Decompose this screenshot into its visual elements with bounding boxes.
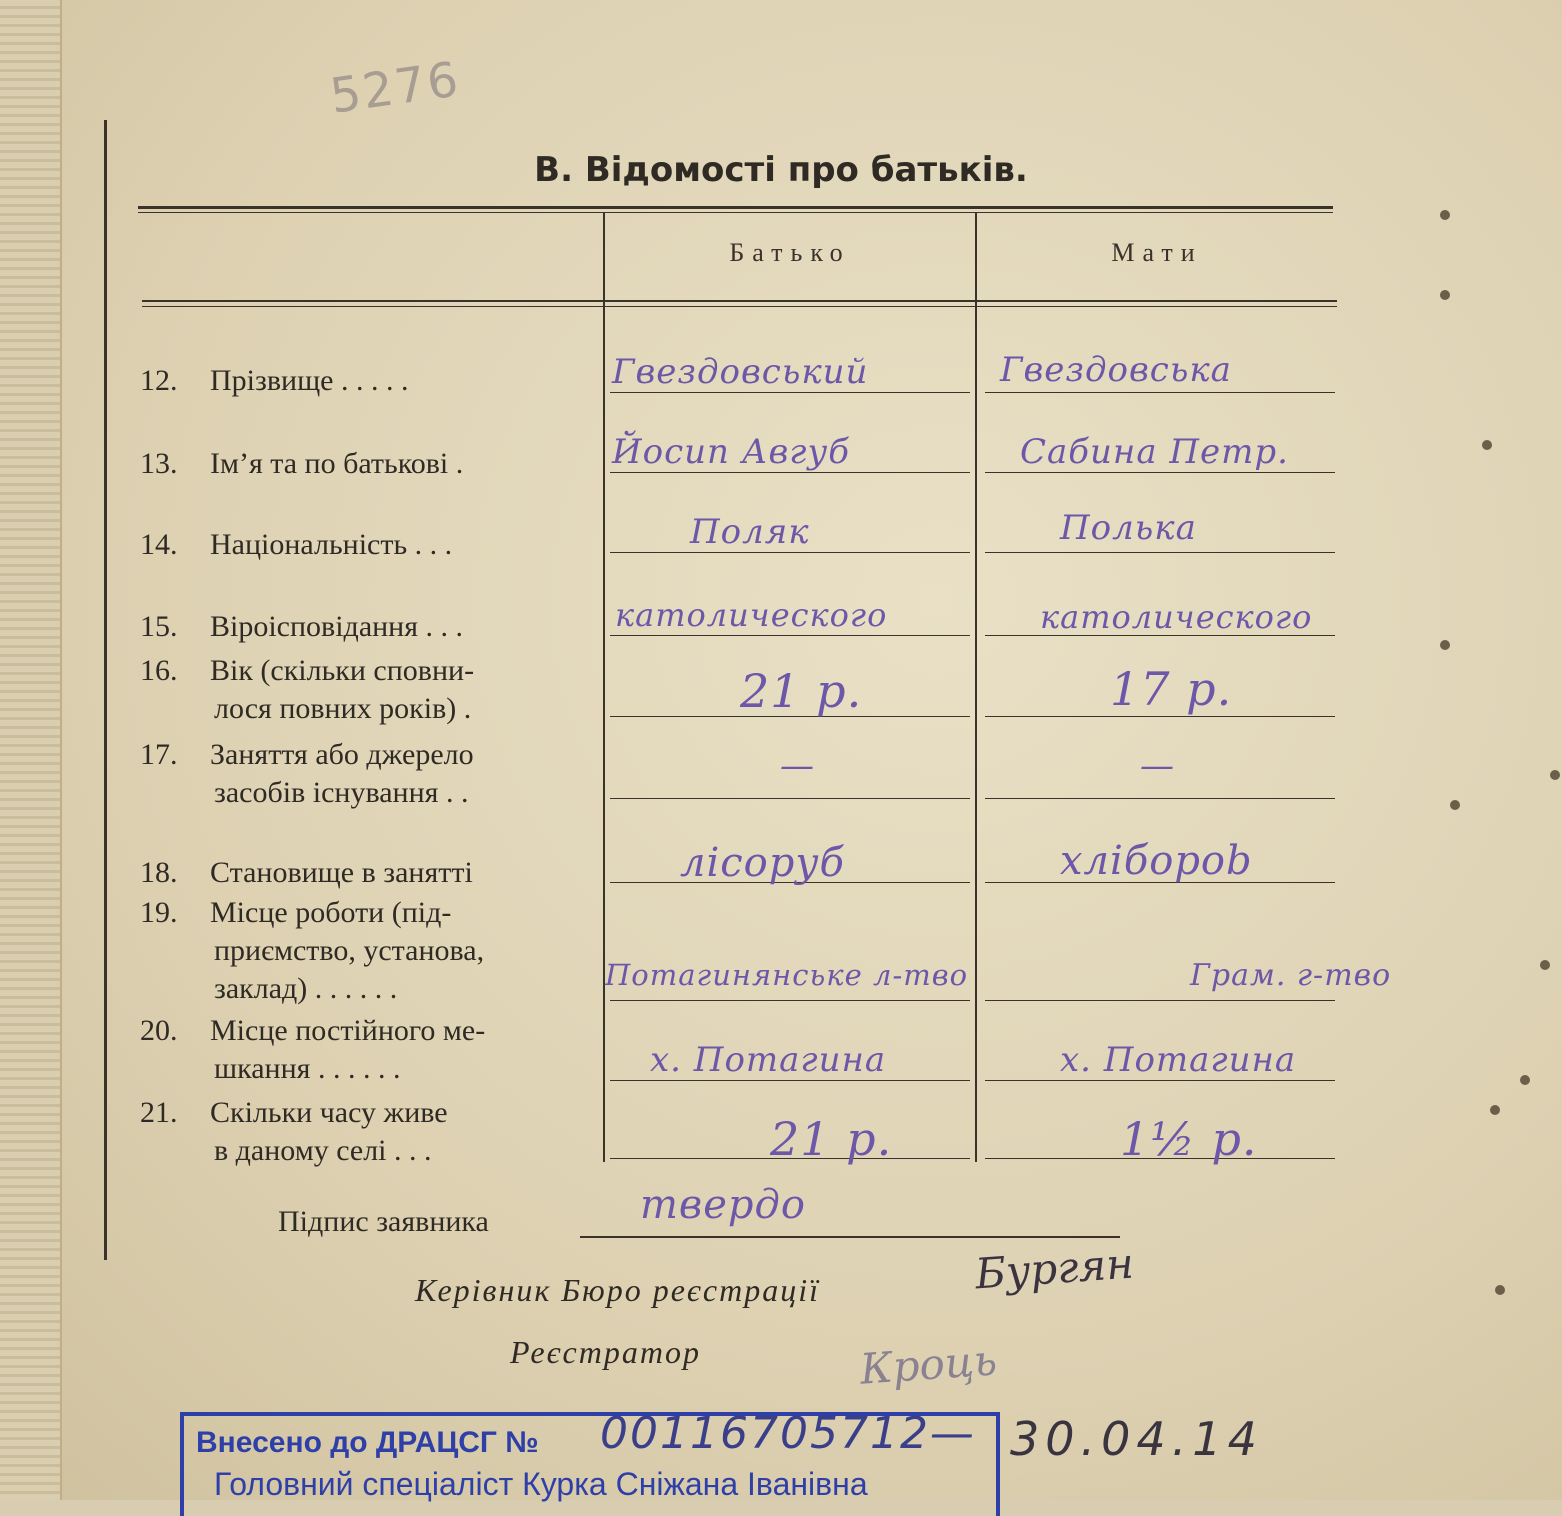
mother-nationality-value: Полька <box>1060 508 1197 548</box>
column-header-mother: Мати <box>1111 238 1203 267</box>
row-label-text: Заняття або джерело <box>210 738 474 771</box>
row-15-label <box>140 608 590 646</box>
row-18-label <box>140 854 590 892</box>
header-bottom-rule-2 <box>142 306 1337 307</box>
row-17-label <box>140 736 590 812</box>
row-label-text: засобів існування . . <box>214 776 469 809</box>
stamp-record-number: 00116705712— <box>600 1408 976 1459</box>
mother-residence-value: х. Потагина <box>1060 1040 1297 1080</box>
row-13-label <box>140 445 590 483</box>
row-line <box>985 716 1335 717</box>
row-label-text: в даному селі . . . <box>214 1134 432 1167</box>
row-line <box>985 392 1335 393</box>
row-label-text: Місце постійного ме- <box>210 1014 486 1047</box>
row-16-label <box>140 652 590 728</box>
father-position-value: лісоруб <box>680 840 845 886</box>
section-title: В. Відомості про батьків. <box>534 150 1028 190</box>
row-number: 15. <box>140 610 178 643</box>
row-line <box>610 635 970 636</box>
row-number: 19. <box>140 896 178 929</box>
mother-age-value: 17 р. <box>1110 662 1233 716</box>
row-line <box>985 472 1335 473</box>
row-line <box>610 1080 970 1081</box>
row-20-label <box>140 1012 590 1088</box>
row-19-label <box>140 894 590 1008</box>
applicant-signature: твердо <box>640 1182 806 1228</box>
row-line <box>985 1000 1335 1001</box>
row-line <box>985 552 1335 553</box>
table-top-rule <box>138 206 1333 209</box>
mother-workplace-value: Грам. г-тво <box>1190 958 1392 993</box>
row-number: 12. <box>140 364 178 397</box>
row-line <box>610 1000 970 1001</box>
mother-residence-duration-value: 1½ р. <box>1120 1112 1258 1166</box>
row-label-text: лося повних років) . <box>214 692 472 725</box>
row-line <box>985 798 1335 799</box>
father-name-value: Йосип Авгуб <box>612 432 850 472</box>
row-label-text: Місце роботи (під- <box>210 896 452 929</box>
father-residence-value: х. Потагина <box>650 1040 887 1080</box>
table-top-rule-2 <box>138 212 1333 213</box>
column-header-father: Батько <box>729 238 851 267</box>
page-number: 5276 <box>326 51 464 125</box>
row-21-label <box>140 1094 590 1170</box>
row-12-label <box>140 362 590 400</box>
registry-head-label: Керівник Бюро реєстрації <box>415 1272 820 1308</box>
mother-name-value: Сабина Петр. <box>1020 432 1289 472</box>
header-bottom-rule <box>142 300 1337 302</box>
row-number: 18. <box>140 856 178 889</box>
stamp-line-2: Головний спеціаліст Курка Сніжана Іванівна <box>214 1466 868 1502</box>
mother-occupation-value: — <box>1140 746 1175 786</box>
father-workplace-value: Потагинянське л-тво <box>605 958 969 992</box>
registrar-label: Реєстратор <box>510 1334 701 1370</box>
stamp-date: 30.04.14 <box>1010 1412 1263 1466</box>
row-line <box>610 392 970 393</box>
row-number: 13. <box>140 447 178 480</box>
row-line <box>610 798 970 799</box>
row-label-text: Вік (скільки сповни- <box>210 654 475 687</box>
row-label-text: приємство, установа, <box>214 934 485 967</box>
row-number: 20. <box>140 1014 178 1047</box>
stamp-line-1: Внесено до ДРАЦСГ № <box>196 1426 539 1459</box>
row-line <box>985 1080 1335 1081</box>
row-number: 16. <box>140 654 178 687</box>
row-14-label <box>140 526 590 564</box>
row-line <box>610 552 970 553</box>
column-divider-1 <box>603 212 605 1162</box>
row-line <box>610 472 970 473</box>
father-religion-value: католического <box>615 596 888 634</box>
row-label-text: Віроісповідання . . . <box>210 610 464 643</box>
registry-head-signature: Бургян <box>973 1238 1136 1299</box>
father-residence-duration-value: 21 р. <box>770 1112 893 1166</box>
row-number: 21. <box>140 1096 178 1129</box>
column-divider-2 <box>975 212 977 1162</box>
father-surname-value: Гвездовський <box>612 352 869 392</box>
row-number: 14. <box>140 528 178 561</box>
row-label-text: заклад) . . . . . . <box>214 972 398 1005</box>
margin-line <box>104 120 107 1260</box>
mother-position-value: хліборob <box>1060 838 1253 884</box>
applicant-signature-label: Підпис заявника <box>278 1205 489 1238</box>
row-label-text: Ім’я та по батькові . <box>210 447 464 480</box>
father-age-value: 21 р. <box>740 664 863 718</box>
row-label-text: шкання . . . . . . <box>214 1052 401 1085</box>
row-label-text: Скільки часу живе <box>210 1096 448 1129</box>
binding-edge <box>0 0 62 1500</box>
row-label-text: Національність . . . <box>210 528 453 561</box>
father-nationality-value: Поляк <box>690 512 810 552</box>
mother-religion-value: католического <box>1040 598 1313 636</box>
row-number: 17. <box>140 738 178 771</box>
mother-surname-value: Гвездовська <box>1000 350 1232 390</box>
row-label-text: Прізвище . . . . . <box>210 364 409 397</box>
father-occupation-value: — <box>780 746 815 786</box>
registrar-signature: Кроць <box>858 1335 999 1394</box>
applicant-signature-line <box>580 1236 1120 1238</box>
row-label-text: Становище в занятті <box>210 856 473 889</box>
